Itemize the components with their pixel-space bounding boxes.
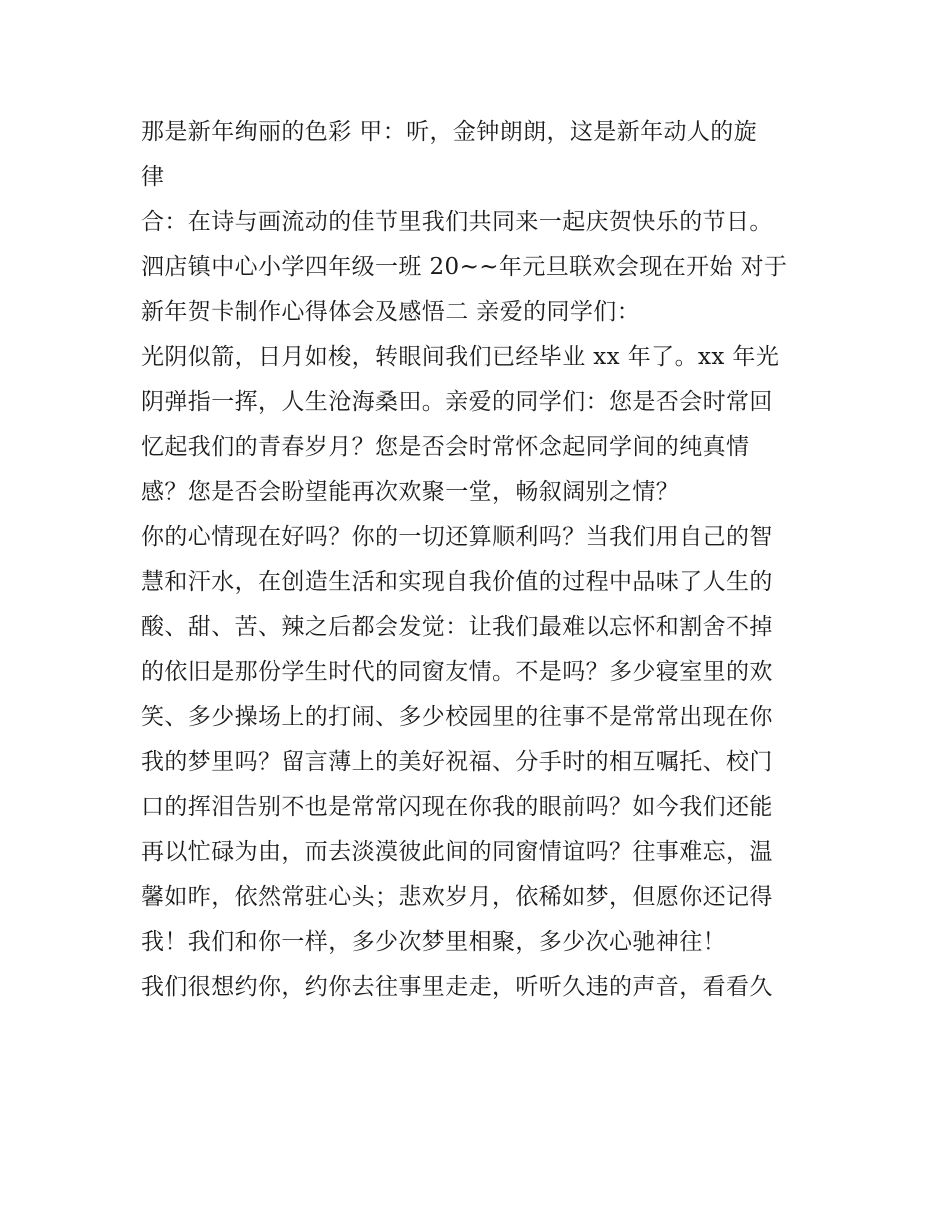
text-line: 你的心情现在好吗？你的一切还算顺利吗？当我们用自己的智 <box>141 524 773 550</box>
text-line: 那是新年绚丽的色彩 甲：听，金钟朗朗，这是新年动人的旋 <box>141 119 758 145</box>
text-line: 馨如昨，依然常驻心头；悲欢岁月，依稀如梦，但愿你还记得 <box>141 884 773 910</box>
text-line: 口的挥泪告别不也是常常闪现在你我的眼前吗？如今我们还能 <box>141 794 773 820</box>
text-line: 我的梦里吗？留言薄上的美好祝福、分手时的相互嘱托、校门 <box>141 749 773 775</box>
body-text <box>141 110 821 1010</box>
text-line: 慧和汗水，在创造生活和实现自我价值的过程中品味了人生的 <box>141 569 773 595</box>
text-line: 笑、多少操场上的打闹、多少校园里的往事不是常常出现在你 <box>141 704 773 730</box>
text-line: 律 <box>141 164 165 190</box>
text-line: 光阴似箭，日月如梭，转眼间我们已经毕业 xx 年了。xx 年光 <box>141 344 780 370</box>
text-line: 再以忙碌为由，而去淡漠彼此间的同窗情谊吗？往事难忘，温 <box>141 839 773 865</box>
text-line: 的依旧是那份学生时代的同窗友情。不是吗？多少寝室里的欢 <box>141 659 773 685</box>
text-line: 新年贺卡制作心得体会及感悟二 亲爱的同学们： <box>141 299 641 325</box>
text-line: 我！我们和你一样，多少次梦里相聚，多少次心驰神往！ <box>141 929 726 955</box>
text-line: 泗店镇中心小学四年级一班 20~~年元旦联欢会现在开始 对于 <box>141 254 788 280</box>
text-line: 合：在诗与画流动的佳节里我们共同来一起庆贺快乐的节日。 <box>141 209 773 235</box>
text-line: 感？您是否会盼望能再次欢聚一堂，畅叙阔别之情？ <box>141 479 680 505</box>
text-line: 阴弹指一挥，人生沧海桑田。亲爱的同学们：您是否会时常回 <box>141 389 773 415</box>
text-line: 我们很想约你，约你去往事里走走，听听久违的声音，看看久 <box>141 974 773 1000</box>
text-line: 忆起我们的青春岁月？您是否会时常怀念起同学间的纯真情 <box>141 434 750 460</box>
text-line: 酸、甜、苦、辣之后都会发觉：让我们最难以忘怀和割舍不掉 <box>141 614 773 640</box>
